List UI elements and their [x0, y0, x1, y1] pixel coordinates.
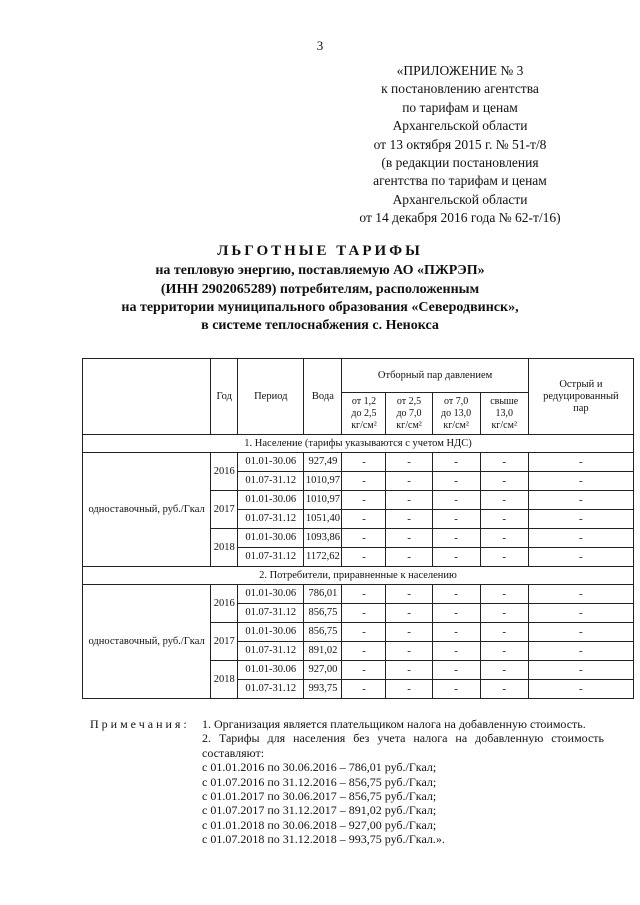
water-value: 927,00 [304, 661, 342, 680]
period-cell: 01.07-31.12 [238, 680, 304, 699]
empty-value-cell: - [342, 548, 386, 567]
empty-value-cell: - [480, 604, 528, 623]
empty-value-cell: - [432, 642, 480, 661]
empty-value-cell: - [480, 491, 528, 510]
year-cell: 2016 [211, 585, 238, 623]
note-line: с 01.07.2017 по 31.12.2017 – 891,02 руб./Гкал; [202, 803, 437, 818]
note-line: с 01.01.2016 по 30.06.2016 – 786,01 руб./Гкал; [202, 760, 437, 775]
title-line: на тепловую энергию, поставляемую АО «ПЖРЭП» [155, 263, 485, 279]
period-cell: 01.01-30.06 [238, 453, 304, 472]
appendix-line: (в редакции постановления [381, 155, 539, 171]
empty-value-cell: - [480, 529, 528, 548]
header-water: Вода [304, 359, 342, 435]
empty-value-cell: - [386, 604, 432, 623]
empty-value-cell: - [528, 585, 633, 604]
appendix-line: «ПРИЛОЖЕНИЕ № 3 [396, 63, 524, 78]
year-cell: 2018 [211, 661, 238, 699]
appendix-line: от 14 декабря 2016 года № 62-т/16) [359, 210, 561, 226]
empty-value-cell: - [386, 661, 432, 680]
empty-value-cell: - [386, 585, 432, 604]
empty-value-cell: - [480, 472, 528, 491]
empty-value-cell: - [342, 680, 386, 699]
year-cell: 2016 [211, 453, 238, 491]
empty-value-cell: - [342, 604, 386, 623]
empty-value-cell: - [480, 453, 528, 472]
header-year: Год [211, 359, 238, 435]
empty-value-cell: - [480, 585, 528, 604]
empty-value-cell: - [386, 680, 432, 699]
empty-value-cell: - [342, 529, 386, 548]
empty-value-cell: - [528, 548, 633, 567]
empty-value-cell: - [528, 491, 633, 510]
period-cell: 01.01-30.06 [238, 623, 304, 642]
empty-value-cell: - [528, 642, 633, 661]
water-value: 1010,97 [304, 472, 342, 491]
note-line: с 01.01.2018 по 30.06.2018 – 927,00 руб./Гкал; [202, 817, 437, 832]
empty-value-cell: - [432, 585, 480, 604]
title-line: (ИНН 2902065289) потребителям, расположенным [160, 281, 480, 297]
empty-value-cell: - [432, 510, 480, 529]
year-cell: 2017 [211, 623, 238, 661]
empty-value-cell: - [342, 491, 386, 510]
empty-value-cell: - [386, 491, 432, 510]
header-steam-2: от 2,5 до 7,0 кг/см² [386, 393, 432, 435]
section-title: 1. Население (тарифы указываются с учетом НДС) [83, 435, 634, 453]
water-value: 1051,40 [304, 510, 342, 529]
note-item-2: 2. Тарифы для населения без учета налога на добавленную стоимость [202, 731, 604, 746]
appendix-line: Архангельской области [392, 118, 528, 134]
empty-value-cell: - [528, 510, 633, 529]
water-value: 786,01 [304, 585, 342, 604]
period-cell: 01.07-31.12 [238, 548, 304, 567]
header-sharp-line: редуцированный [543, 390, 619, 402]
period-cell: 01.07-31.12 [238, 510, 304, 529]
water-value: 856,75 [304, 623, 342, 642]
empty-value-cell: - [342, 510, 386, 529]
empty-value-cell: - [342, 585, 386, 604]
period-cell: 01.01-30.06 [238, 585, 304, 604]
period-cell: 01.01-30.06 [238, 529, 304, 548]
period-cell: 01.01-30.06 [238, 661, 304, 680]
empty-value-cell: - [528, 529, 633, 548]
empty-value-cell: - [386, 642, 432, 661]
period-cell: 01.07-31.12 [238, 642, 304, 661]
appendix-line: от 13 октября 2015 г. № 51-т/8 [373, 136, 547, 152]
document-title [0, 242, 640, 335]
empty-value-cell: - [528, 623, 633, 642]
header-period: Период [238, 359, 304, 435]
empty-value-cell: - [386, 510, 432, 529]
empty-value-cell: - [342, 623, 386, 642]
tariff-type-label: одноставочный, руб./Гкал [83, 585, 211, 699]
year-cell: 2018 [211, 529, 238, 567]
empty-value-cell: - [480, 548, 528, 567]
empty-value-cell: - [480, 661, 528, 680]
header-sharp-line: пар [573, 402, 589, 414]
empty-value-cell: - [432, 529, 480, 548]
empty-value-cell: - [432, 491, 480, 510]
empty-value-cell: - [386, 548, 432, 567]
water-value: 891,02 [304, 642, 342, 661]
tariff-type-label: одноставочный, руб./Гкал [83, 453, 211, 567]
note-line: с 01.07.2018 по 31.12.2018 – 993,75 руб./Гкал.». [202, 832, 445, 847]
empty-value-cell: - [528, 472, 633, 491]
empty-value-cell: - [386, 453, 432, 472]
empty-value-cell: - [528, 604, 633, 623]
empty-value-cell: - [342, 453, 386, 472]
empty-value-cell: - [432, 604, 480, 623]
empty-value-cell: - [528, 453, 633, 472]
empty-value-cell: - [342, 642, 386, 661]
title-line: на территории муниципального образования «Северодвинск», [121, 299, 519, 315]
note-line: с 01.07.2016 по 31.12.2016 – 856,75 руб./Гкал; [202, 774, 437, 789]
title-line: в системе теплоснабжения с. Ненокса [201, 318, 439, 334]
note-item-1: 1. Организация является плательщиком налога на добавленную стоимость. [202, 717, 586, 731]
water-value: 927,49 [304, 453, 342, 472]
appendix-line: агентства по тарифам и ценам [373, 173, 547, 189]
empty-value-cell: - [432, 680, 480, 699]
year-cell: 2017 [211, 491, 238, 529]
empty-value-cell: - [432, 548, 480, 567]
header-label-cell [83, 359, 211, 435]
header-steam-4: свыше 13,0 кг/см² [480, 393, 528, 435]
water-value: 1010,97 [304, 491, 342, 510]
page-number: 3 [316, 38, 324, 53]
note-line: с 01.01.2017 по 30.06.2017 – 856,75 руб./Гкал; [202, 789, 437, 804]
empty-value-cell: - [432, 472, 480, 491]
header-steam: Отборный пар давлением [342, 359, 528, 393]
section-title: 2. Потребители, приравненные к населению [83, 567, 634, 585]
empty-value-cell: - [386, 623, 432, 642]
empty-value-cell: - [480, 680, 528, 699]
appendix-line: к постановлению агентства [381, 81, 539, 97]
water-value: 856,75 [304, 604, 342, 623]
appendix-line: по тарифам и ценам [402, 99, 518, 115]
period-cell: 01.01-30.06 [238, 491, 304, 510]
empty-value-cell: - [528, 680, 633, 699]
tariff-table [82, 358, 634, 699]
empty-value-cell: - [386, 472, 432, 491]
appendix-block [330, 62, 590, 228]
header-steam-1: от 1,2 до 2,5 кг/см² [342, 393, 386, 435]
water-value: 1093,86 [304, 529, 342, 548]
empty-value-cell: - [528, 661, 633, 680]
empty-value-cell: - [432, 453, 480, 472]
notes-label: Примечания: [90, 717, 190, 731]
table-row [83, 585, 634, 604]
empty-value-cell: - [342, 472, 386, 491]
table-row [83, 453, 634, 472]
empty-value-cell: - [342, 661, 386, 680]
empty-value-cell: - [480, 510, 528, 529]
empty-value-cell: - [432, 623, 480, 642]
period-cell: 01.07-31.12 [238, 604, 304, 623]
note-item-2-cont: составляют: [202, 745, 265, 760]
empty-value-cell: - [386, 529, 432, 548]
empty-value-cell: - [480, 642, 528, 661]
notes-body [202, 717, 604, 847]
header-sharp-steam [528, 359, 633, 435]
appendix-line: Архангельской области [392, 191, 528, 207]
empty-value-cell: - [480, 623, 528, 642]
header-sharp-line: Острый и [559, 378, 603, 390]
header-steam-3: от 7,0 до 13,0 кг/см² [432, 393, 480, 435]
empty-value-cell: - [432, 661, 480, 680]
water-value: 1172,62 [304, 548, 342, 567]
period-cell: 01.07-31.12 [238, 472, 304, 491]
title-main: ЛЬГОТНЫЕ ТАРИФЫ [217, 243, 423, 259]
water-value: 993,75 [304, 680, 342, 699]
